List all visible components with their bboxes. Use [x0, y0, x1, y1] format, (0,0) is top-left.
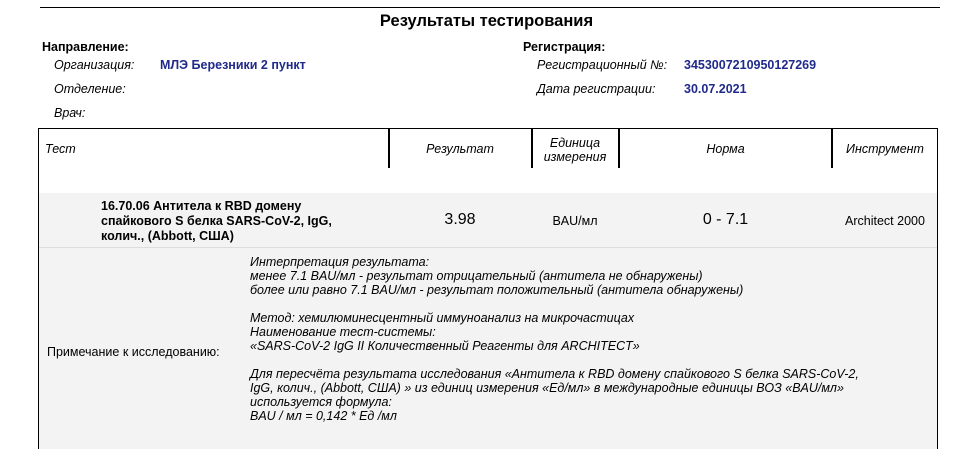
- registration-date-value: 30.07.2021: [684, 82, 747, 96]
- registration-number-label: Регистрационный №:: [537, 58, 668, 72]
- top-rule: [40, 7, 940, 8]
- organization-value: МЛЭ Березники 2 пункт: [160, 58, 306, 72]
- note-text: Интерпретация результата: менее 7.1 BAU/мл - результат отрицательный (антитела не обнаружены) более или равно 7.1 BAU/мл - результат положительный (антитела обнаружены) Метод: хемилюминесцентный иммуноанализ на микрочастицах Наименование тест-системы: «SARS-CoV-2 IgG II Количественный Реагенты для ARCHITECT» Для пересчёта результата исследования «Антитела к RBD домену спайкового S белка SARS-CoV-2, IgG, колич., (Abbott, США) » из единиц измерения «Ед/мл» в международные единицы ВОЗ «BAU/мл» используется формула: BAU / мл = 0,142 * Ед /мл: [250, 255, 859, 423]
- column-header-instrument: Инструмент: [846, 141, 924, 156]
- column-header-unit: Единица измерения: [543, 135, 607, 164]
- registration-section-label: Регистрация:: [523, 40, 606, 54]
- test-name: 16.70.06 Антитела к RBD домену спайкового S белка SARS-CoV-2, IgG, колич., (Abbott, США): [101, 199, 332, 243]
- registration-date-label: Дата регистрации:: [537, 82, 656, 96]
- note-section: [39, 248, 937, 449]
- column-header-test: Тест: [45, 141, 76, 156]
- note-label: Примечание к исследованию:: [47, 345, 220, 359]
- table-row: [39, 193, 937, 248]
- column-header-norm: Норма: [706, 141, 745, 156]
- department-label: Отделение:: [54, 82, 126, 96]
- page-title: Результаты тестирования: [379, 12, 594, 30]
- instrument-value: Architect 2000: [845, 214, 925, 228]
- results-table: [38, 128, 938, 449]
- result-value: 3.98: [444, 211, 476, 228]
- registration-number-value: 3453007210950127269: [684, 58, 817, 72]
- spacer-row: [39, 168, 937, 194]
- table-header-row: [39, 129, 937, 169]
- norm-value: 0 - 7.1: [702, 211, 749, 228]
- direction-section-label: Направление:: [42, 40, 129, 54]
- organization-label: Организация:: [54, 58, 135, 72]
- doctor-label: Врач:: [54, 106, 86, 120]
- column-header-result: Результат: [426, 141, 494, 156]
- unit-value: BAU/мл: [552, 214, 598, 228]
